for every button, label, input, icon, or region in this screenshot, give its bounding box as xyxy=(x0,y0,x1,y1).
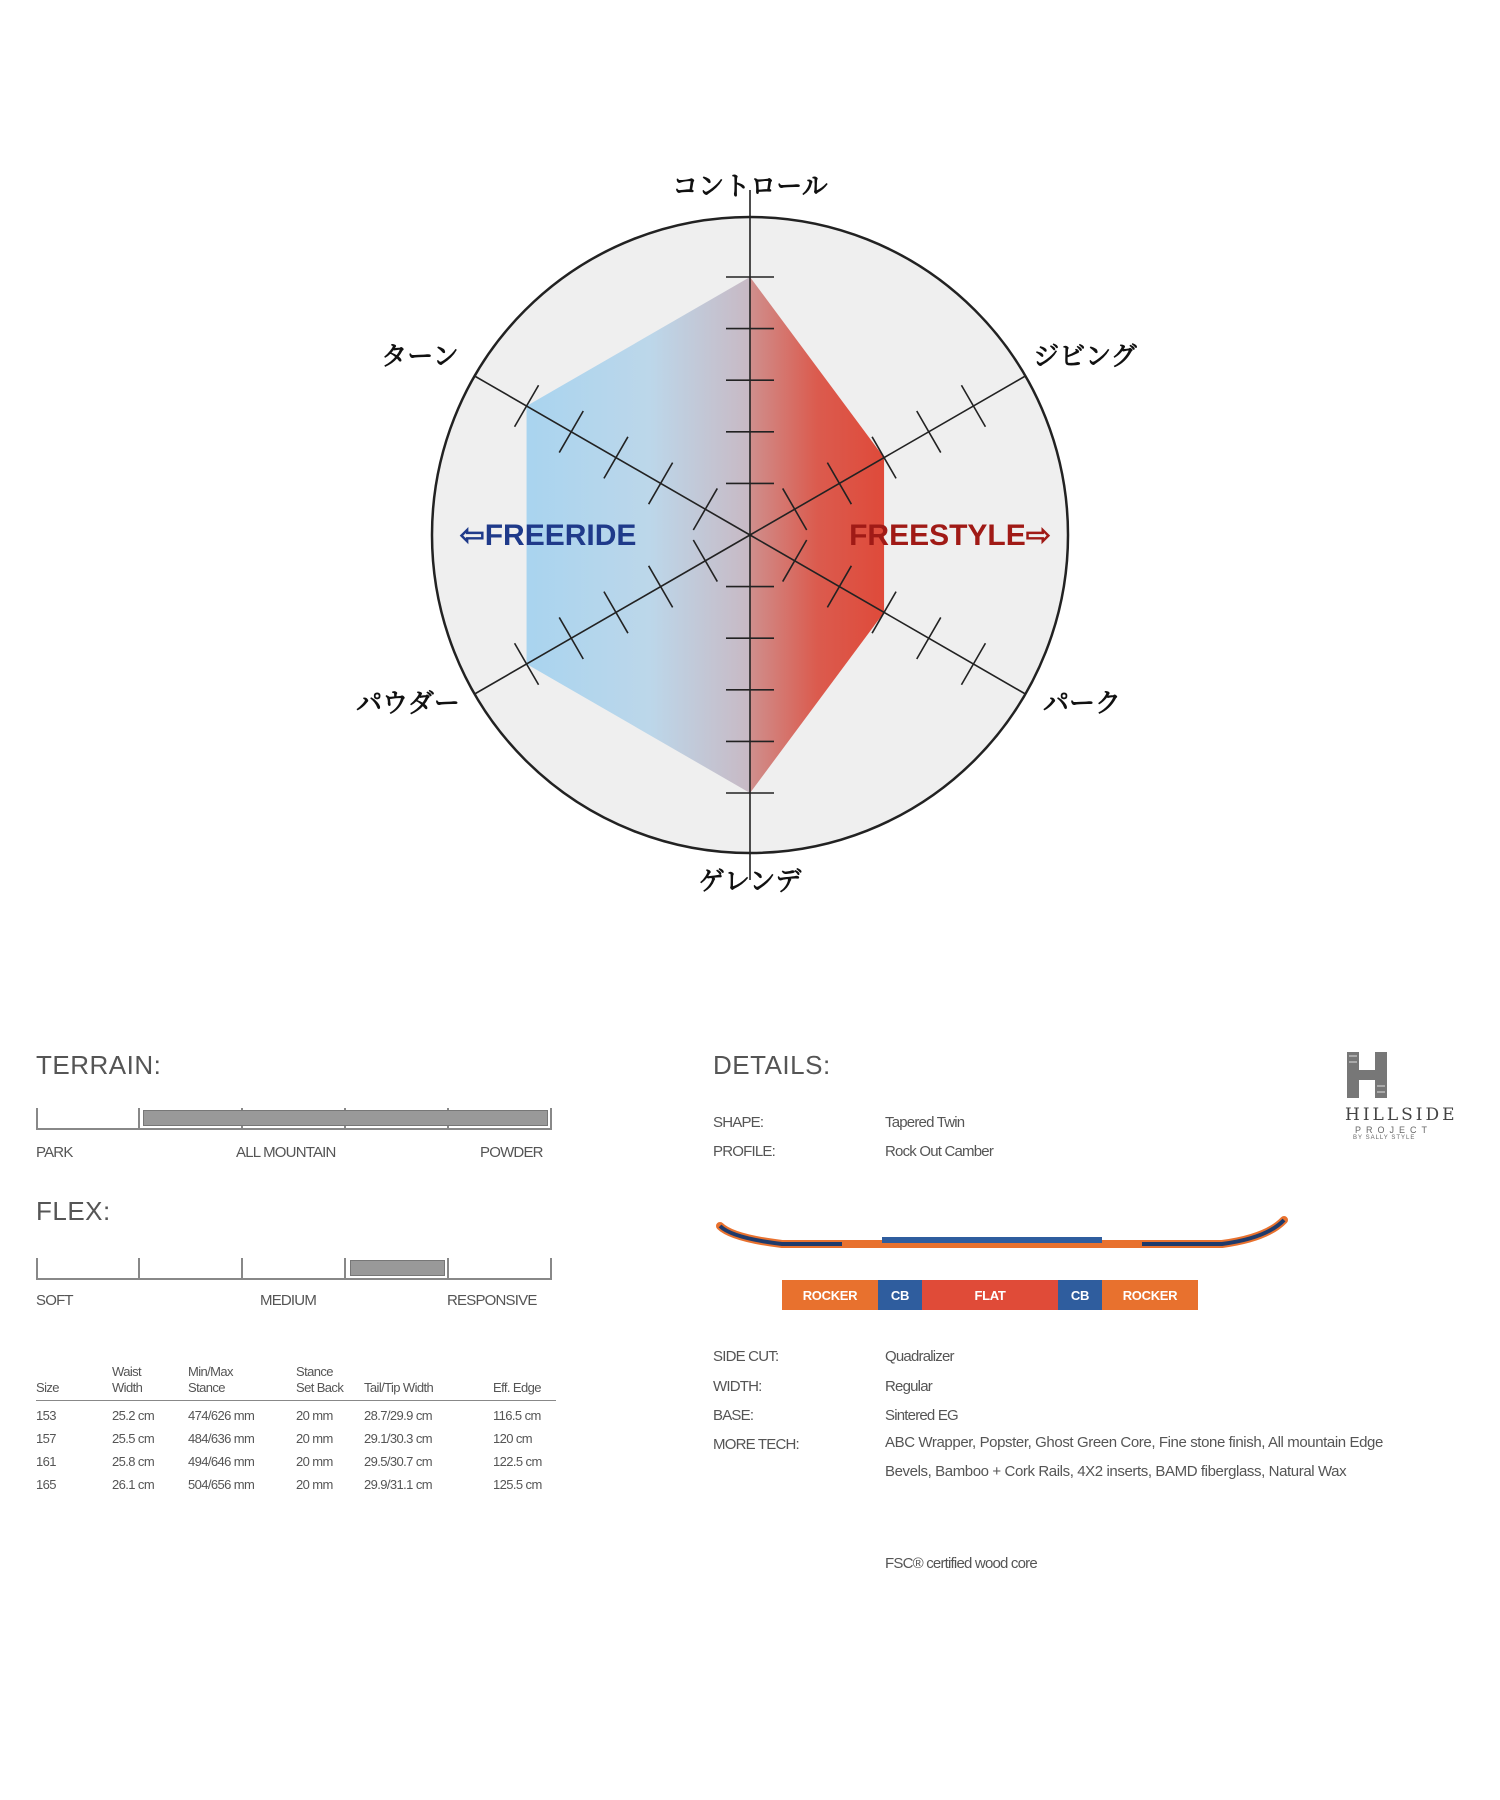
radar-axis-label-5: ターン xyxy=(381,342,459,372)
base-value: Sintered EG xyxy=(885,1407,958,1424)
spec-cell: 494/646 mm xyxy=(188,1454,255,1469)
spec-cell: 116.5 cm xyxy=(493,1408,541,1423)
spec-header-stance-text: Min/Max Stance xyxy=(188,1364,233,1395)
logo-sub2: BY SALLY STYLE xyxy=(1353,1135,1416,1141)
spec-header-stance xyxy=(188,1364,233,1396)
flex-label-medium: MEDIUM xyxy=(260,1292,317,1309)
logo-sub1: PROJECT xyxy=(1355,1125,1433,1135)
details-title: DETAILS: xyxy=(713,1050,831,1080)
flex-label-responsive: RESPONSIVE xyxy=(447,1292,537,1309)
profile-segment-camber-right: CB xyxy=(1058,1280,1102,1310)
spec-header-setback-text: Stance Set Back xyxy=(296,1364,344,1395)
sidecut-label: SIDE CUT: xyxy=(713,1348,779,1365)
spec-cell: 474/626 mm xyxy=(188,1408,255,1423)
terrain-scale xyxy=(36,1100,552,1130)
radar-axis-label-4: パウダー xyxy=(356,689,460,719)
terrain-label-all-mountain: ALL MOUNTAIN xyxy=(236,1144,336,1161)
flex-title: FLEX: xyxy=(36,1196,111,1226)
spec-cell: 26.1 cm xyxy=(112,1477,155,1492)
spec-cell: 161 xyxy=(36,1454,56,1469)
terrain-label-powder: POWDER xyxy=(480,1144,543,1161)
spec-cell: 122.5 cm xyxy=(493,1454,542,1469)
hillside-logo-mark-icon xyxy=(1347,1052,1387,1098)
spec-cell: 20 mm xyxy=(296,1431,333,1446)
spec-cell: 20 mm xyxy=(296,1454,333,1469)
spec-cell: 20 mm xyxy=(296,1477,333,1492)
spec-cell: 165 xyxy=(36,1477,56,1492)
width-value: Regular xyxy=(885,1378,932,1395)
board-profile-graphic xyxy=(712,1210,1292,1270)
more-tech-value: ABC Wrapper, Popster, Ghost Green Core, Fine stone finish, All mountain Edge Bevels, Bamboo + Cork Rails, 4X2 inserts, BAMD fiberglass, Natural Wax xyxy=(885,1434,1383,1480)
spec-cell: 157 xyxy=(36,1431,56,1446)
radar-axis-label-2: パーク xyxy=(1042,689,1122,719)
radar-axis-label-1: ジビング xyxy=(1033,342,1137,372)
flex-scale xyxy=(36,1250,552,1280)
spec-cell: 29.5/30.7 cm xyxy=(364,1454,432,1469)
hillside-logo xyxy=(1345,1052,1485,1141)
radar-axis-label-3: ゲレンデ xyxy=(698,867,802,897)
terrain-range-bar xyxy=(143,1110,548,1126)
sidecut-value: Quadralizer xyxy=(885,1348,954,1365)
spec-cell: 28.7/29.9 cm xyxy=(364,1408,432,1423)
spec-header-tail-tip: Tail/Tip Width xyxy=(364,1380,434,1395)
spec-header-size: Size xyxy=(36,1380,59,1395)
spec-cell: 25.5 cm xyxy=(112,1431,155,1446)
spec-cell: 120 cm xyxy=(493,1431,533,1446)
spec-cell: 25.2 cm xyxy=(112,1408,155,1423)
profile-segment-camber-left: CB xyxy=(878,1280,922,1310)
terrain-label-park: PARK xyxy=(36,1144,73,1161)
profile-segment-rocker-left: ROCKER xyxy=(782,1280,878,1310)
fsc-note: FSC® certified wood core xyxy=(885,1555,1037,1572)
radar-axis-label-0: コントロール xyxy=(672,172,828,202)
spec-header-setback xyxy=(296,1364,343,1396)
shape-value: Tapered Twin xyxy=(885,1114,965,1131)
freestyle-label: FREESTYLE⇨ xyxy=(849,519,1051,552)
freeride-label: ⇦FREERIDE xyxy=(459,519,637,552)
spec-header-eff-edge: Eff. Edge xyxy=(493,1380,541,1395)
width-label: WIDTH: xyxy=(713,1378,762,1395)
base-label: BASE: xyxy=(713,1407,754,1424)
terrain-title: TERRAIN: xyxy=(36,1050,162,1080)
spec-cell: 125.5 cm xyxy=(493,1477,542,1492)
spec-cell: 29.1/30.3 cm xyxy=(364,1431,432,1446)
logo-name: HILLSIDE xyxy=(1345,1105,1458,1125)
spec-header-waist xyxy=(112,1364,142,1396)
spec-header-waist-text: Waist Width xyxy=(112,1364,143,1395)
flex-range-bar xyxy=(350,1260,445,1276)
spec-cell: 29.9/31.1 cm xyxy=(364,1477,432,1492)
spec-cell: 20 mm xyxy=(296,1408,333,1423)
profile-value: Rock Out Camber xyxy=(885,1143,994,1160)
spec-cell: 153 xyxy=(36,1408,56,1423)
spec-cell: 504/656 mm xyxy=(188,1477,255,1492)
profile-segment-flat: FLAT xyxy=(922,1280,1058,1310)
shape-label: SHAPE: xyxy=(713,1114,764,1131)
more-tech-label: MORE TECH: xyxy=(713,1436,799,1453)
spec-cell: 484/636 mm xyxy=(188,1431,255,1446)
profile-label: PROFILE: xyxy=(713,1143,775,1160)
profile-segment-rocker-right: ROCKER xyxy=(1102,1280,1198,1310)
flex-label-soft: SOFT xyxy=(36,1292,73,1309)
spec-cell: 25.8 cm xyxy=(112,1454,155,1469)
